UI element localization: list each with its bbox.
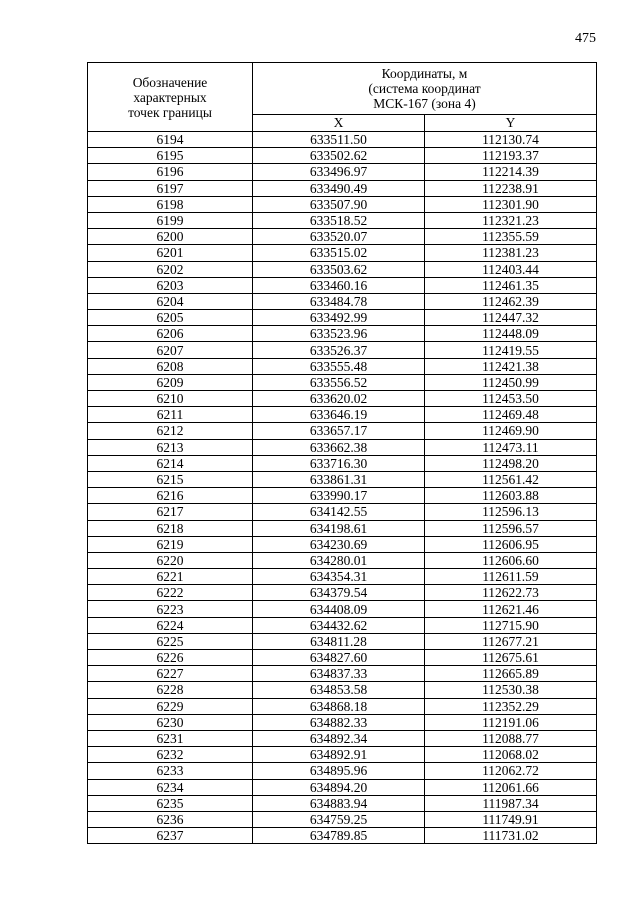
- x-coordinate-cell: 634432.62: [253, 617, 425, 633]
- table-row: [88, 229, 597, 245]
- point-id-cell: 6217: [88, 504, 253, 520]
- y-coordinate-cell: 112421.38: [425, 358, 597, 374]
- y-coordinate-cell: 112606.95: [425, 536, 597, 552]
- y-coordinate-cell: 112381.23: [425, 245, 597, 261]
- point-id-cell: 6230: [88, 714, 253, 730]
- x-coordinate-cell: 634853.58: [253, 682, 425, 698]
- y-coordinate-cell: 112606.60: [425, 552, 597, 568]
- x-coordinate-cell: 633511.50: [253, 132, 425, 148]
- x-coordinate-cell: 634837.33: [253, 666, 425, 682]
- x-coordinate-cell: 634882.33: [253, 714, 425, 730]
- coordinates-header: [253, 63, 597, 115]
- point-id-cell: 6221: [88, 569, 253, 585]
- designation-header-line: Обозначение: [132, 74, 208, 90]
- point-id-cell: 6225: [88, 633, 253, 649]
- point-id-cell: 6196: [88, 164, 253, 180]
- x-coordinate-cell: 633518.52: [253, 212, 425, 228]
- table-row: [88, 423, 597, 439]
- y-coordinate-cell: 112603.88: [425, 488, 597, 504]
- x-coordinate-cell: 634379.54: [253, 585, 425, 601]
- x-coordinate-cell: 633492.99: [253, 310, 425, 326]
- x-coordinate-cell: 633460.16: [253, 277, 425, 293]
- point-id-cell: 6211: [88, 407, 253, 423]
- table-row: [88, 374, 597, 390]
- x-column-header: X: [253, 114, 425, 131]
- x-coordinate-cell: 633620.02: [253, 391, 425, 407]
- y-coordinate-cell: 112238.91: [425, 180, 597, 196]
- table-row: [88, 779, 597, 795]
- table-row: [88, 747, 597, 763]
- table-row: [88, 504, 597, 520]
- x-coordinate-cell: 633646.19: [253, 407, 425, 423]
- x-coordinate-cell: 634827.60: [253, 650, 425, 666]
- table-row: [88, 520, 597, 536]
- y-coordinate-cell: 112419.55: [425, 342, 597, 358]
- point-id-cell: 6236: [88, 811, 253, 827]
- y-coordinate-cell: 112191.06: [425, 714, 597, 730]
- y-coordinate-cell: 112355.59: [425, 229, 597, 245]
- table-row: [88, 326, 597, 342]
- point-id-cell: 6200: [88, 229, 253, 245]
- point-id-cell: 6224: [88, 617, 253, 633]
- point-id-cell: 6204: [88, 293, 253, 309]
- point-id-cell: 6223: [88, 601, 253, 617]
- x-coordinate-cell: 634142.55: [253, 504, 425, 520]
- table-row: [88, 698, 597, 714]
- table-row: [88, 633, 597, 649]
- y-coordinate-cell: 112321.23: [425, 212, 597, 228]
- point-id-cell: 6232: [88, 747, 253, 763]
- y-coordinate-cell: 112352.29: [425, 698, 597, 714]
- x-coordinate-cell: 633502.62: [253, 148, 425, 164]
- table-row: [88, 180, 597, 196]
- x-coordinate-cell: 634892.34: [253, 730, 425, 746]
- coordinates-table: [87, 62, 597, 844]
- table-row: [88, 714, 597, 730]
- table-row: [88, 552, 597, 568]
- table-row: [88, 148, 597, 164]
- point-id-cell: 6234: [88, 779, 253, 795]
- point-id-cell: 6220: [88, 552, 253, 568]
- table-row: [88, 471, 597, 487]
- point-id-cell: 6216: [88, 488, 253, 504]
- y-coordinate-cell: 112447.32: [425, 310, 597, 326]
- x-coordinate-cell: 634198.61: [253, 520, 425, 536]
- y-coordinate-cell: 112461.35: [425, 277, 597, 293]
- table-row: [88, 407, 597, 423]
- table-row: [88, 585, 597, 601]
- x-coordinate-cell: 633556.52: [253, 374, 425, 390]
- point-id-cell: 6227: [88, 666, 253, 682]
- x-coordinate-cell: 634883.94: [253, 795, 425, 811]
- y-coordinate-cell: 112403.44: [425, 261, 597, 277]
- point-id-cell: 6197: [88, 180, 253, 196]
- point-id-cell: 6212: [88, 423, 253, 439]
- y-coordinate-cell: 112068.02: [425, 747, 597, 763]
- x-coordinate-cell: 633861.31: [253, 471, 425, 487]
- y-coordinate-cell: 112193.37: [425, 148, 597, 164]
- y-coordinate-cell: 112448.09: [425, 326, 597, 342]
- coordinates-header-line: Координаты, м: [381, 65, 468, 81]
- table-row: [88, 682, 597, 698]
- coordinates-header-line: (система координат: [368, 80, 481, 96]
- y-coordinate-cell: 112498.20: [425, 455, 597, 471]
- point-id-cell: 6202: [88, 261, 253, 277]
- x-coordinate-cell: 634759.25: [253, 811, 425, 827]
- y-column-header: Y: [425, 114, 597, 131]
- table-row: [88, 617, 597, 633]
- x-coordinate-cell: 633503.62: [253, 261, 425, 277]
- table-row: [88, 536, 597, 552]
- point-id-cell: 6228: [88, 682, 253, 698]
- point-id-cell: 6209: [88, 374, 253, 390]
- coordinates-header-line: МСК-167 (зона 4): [373, 95, 476, 111]
- x-coordinate-cell: 633555.48: [253, 358, 425, 374]
- table-row: [88, 293, 597, 309]
- y-coordinate-cell: 112530.38: [425, 682, 597, 698]
- table-row: [88, 650, 597, 666]
- x-coordinate-cell: 634895.96: [253, 763, 425, 779]
- point-id-cell: 6237: [88, 828, 253, 844]
- y-coordinate-cell: 112088.77: [425, 730, 597, 746]
- x-coordinate-cell: 634868.18: [253, 698, 425, 714]
- table-row: [88, 730, 597, 746]
- table-row: [88, 212, 597, 228]
- table-row: [88, 261, 597, 277]
- point-id-cell: 6206: [88, 326, 253, 342]
- y-coordinate-cell: 112715.90: [425, 617, 597, 633]
- point-id-cell: 6194: [88, 132, 253, 148]
- y-coordinate-cell: 112611.59: [425, 569, 597, 585]
- point-id-cell: 6198: [88, 196, 253, 212]
- table-header: [88, 63, 597, 132]
- y-coordinate-cell: 112677.21: [425, 633, 597, 649]
- table-row: [88, 245, 597, 261]
- y-coordinate-cell: 112301.90: [425, 196, 597, 212]
- point-id-cell: 6201: [88, 245, 253, 261]
- table-row: [88, 569, 597, 585]
- y-coordinate-cell: 112473.11: [425, 439, 597, 455]
- y-coordinate-cell: 112621.46: [425, 601, 597, 617]
- y-coordinate-cell: 112469.90: [425, 423, 597, 439]
- x-coordinate-cell: 633496.97: [253, 164, 425, 180]
- y-coordinate-cell: 111749.91: [425, 811, 597, 827]
- table-row: [88, 277, 597, 293]
- point-id-cell: 6233: [88, 763, 253, 779]
- y-coordinate-cell: 112596.57: [425, 520, 597, 536]
- point-id-cell: 6229: [88, 698, 253, 714]
- x-coordinate-cell: 634789.85: [253, 828, 425, 844]
- y-coordinate-cell: 112469.48: [425, 407, 597, 423]
- point-id-cell: 6231: [88, 730, 253, 746]
- table-row: [88, 342, 597, 358]
- y-coordinate-cell: 112622.73: [425, 585, 597, 601]
- table-row: [88, 666, 597, 682]
- y-coordinate-cell: 112675.61: [425, 650, 597, 666]
- point-id-cell: 6210: [88, 391, 253, 407]
- x-coordinate-cell: 633716.30: [253, 455, 425, 471]
- point-id-cell: 6213: [88, 439, 253, 455]
- x-coordinate-cell: 633662.38: [253, 439, 425, 455]
- y-coordinate-cell: 111987.34: [425, 795, 597, 811]
- table-row: [88, 391, 597, 407]
- designation-header-line: точек границы: [128, 104, 212, 120]
- point-id-cell: 6207: [88, 342, 253, 358]
- x-coordinate-cell: 633523.96: [253, 326, 425, 342]
- designation-header: [88, 63, 253, 132]
- x-coordinate-cell: 633484.78: [253, 293, 425, 309]
- point-id-cell: 6226: [88, 650, 253, 666]
- point-id-cell: 6235: [88, 795, 253, 811]
- x-coordinate-cell: 634230.69: [253, 536, 425, 552]
- x-coordinate-cell: 634894.20: [253, 779, 425, 795]
- x-coordinate-cell: 633526.37: [253, 342, 425, 358]
- point-id-cell: 6219: [88, 536, 253, 552]
- table-row: [88, 132, 597, 148]
- table-body: [88, 132, 597, 844]
- table-row: [88, 828, 597, 844]
- x-coordinate-cell: 633657.17: [253, 423, 425, 439]
- table-row: [88, 310, 597, 326]
- point-id-cell: 6218: [88, 520, 253, 536]
- y-coordinate-cell: 112450.99: [425, 374, 597, 390]
- point-id-cell: 6214: [88, 455, 253, 471]
- point-id-cell: 6215: [88, 471, 253, 487]
- page-number: 475: [575, 31, 596, 46]
- y-coordinate-cell: 112062.72: [425, 763, 597, 779]
- y-coordinate-cell: 111731.02: [425, 828, 597, 844]
- x-coordinate-cell: 633507.90: [253, 196, 425, 212]
- designation-header-line: характерных: [133, 89, 207, 105]
- table-row: [88, 196, 597, 212]
- y-coordinate-cell: 112061.66: [425, 779, 597, 795]
- table-row: [88, 795, 597, 811]
- table-row: [88, 439, 597, 455]
- table-row: [88, 763, 597, 779]
- table-row: [88, 358, 597, 374]
- x-coordinate-cell: 634354.31: [253, 569, 425, 585]
- point-id-cell: 6199: [88, 212, 253, 228]
- x-coordinate-cell: 633490.49: [253, 180, 425, 196]
- y-coordinate-cell: 112453.50: [425, 391, 597, 407]
- y-coordinate-cell: 112561.42: [425, 471, 597, 487]
- point-id-cell: 6195: [88, 148, 253, 164]
- y-coordinate-cell: 112462.39: [425, 293, 597, 309]
- table-row: [88, 164, 597, 180]
- table-row: [88, 601, 597, 617]
- table-row: [88, 811, 597, 827]
- y-coordinate-cell: 112665.89: [425, 666, 597, 682]
- table-row: [88, 488, 597, 504]
- x-coordinate-cell: 634280.01: [253, 552, 425, 568]
- y-coordinate-cell: 112596.13: [425, 504, 597, 520]
- point-id-cell: 6208: [88, 358, 253, 374]
- x-coordinate-cell: 634408.09: [253, 601, 425, 617]
- point-id-cell: 6222: [88, 585, 253, 601]
- x-coordinate-cell: 634892.91: [253, 747, 425, 763]
- point-id-cell: 6205: [88, 310, 253, 326]
- x-coordinate-cell: 633520.07: [253, 229, 425, 245]
- x-coordinate-cell: 634811.28: [253, 633, 425, 649]
- y-coordinate-cell: 112214.39: [425, 164, 597, 180]
- table-row: [88, 455, 597, 471]
- y-coordinate-cell: 112130.74: [425, 132, 597, 148]
- point-id-cell: 6203: [88, 277, 253, 293]
- x-coordinate-cell: 633515.02: [253, 245, 425, 261]
- x-coordinate-cell: 633990.17: [253, 488, 425, 504]
